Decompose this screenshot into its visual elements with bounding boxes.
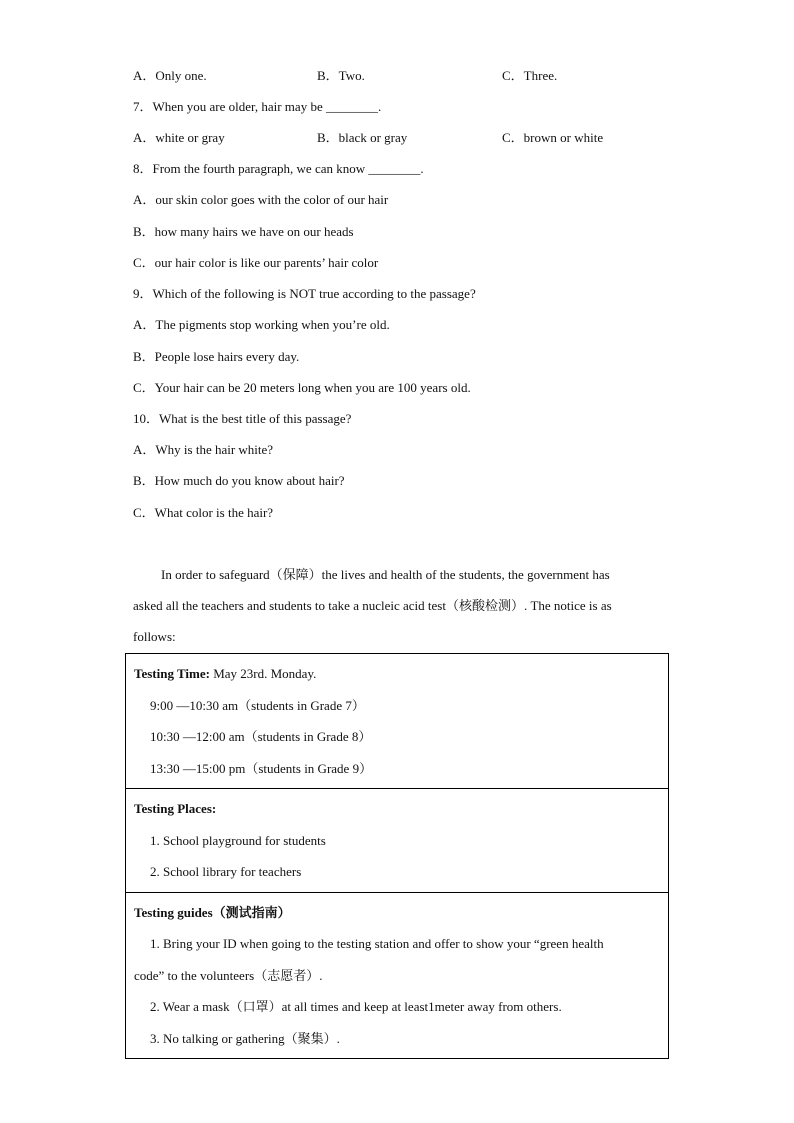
testing-guides-row <box>126 892 669 1059</box>
q6-option-c: C．Three. <box>502 68 558 83</box>
intro-line-2: asked all the teachers and students to take a nucleic acid test（核酸检测）. The notice is as <box>133 598 612 613</box>
testing-guides-cell <box>126 892 669 1059</box>
testing-guides-label: Testing guides（测试指南） <box>134 904 291 920</box>
q8-option-b: B．how many hairs we have on our heads <box>133 224 354 239</box>
testing-places-row <box>126 789 669 893</box>
q9-option-c: C．Your hair can be 20 meters long when you are 100 years old. <box>133 380 471 395</box>
q7-option-a: A．white or gray <box>133 130 225 145</box>
guide-3: 3. No talking or gathering（聚集）. <box>150 1030 340 1046</box>
q6-option-a: A．Only one. <box>133 68 207 83</box>
q8-question: 8．From the fourth paragraph, we can know ________. <box>133 161 424 176</box>
q6-option-b: B．Two. <box>317 68 365 83</box>
intro-line-1: In order to safeguard（保障）the lives and health of the students, the government has <box>161 567 610 582</box>
q8-option-c: C．our hair color is like our parents’ hair color <box>133 255 379 270</box>
place-teachers: 2. School library for teachers <box>150 864 302 879</box>
time-slot-grade-7: 9:00 —10:30 am（students in Grade 7） <box>150 697 365 713</box>
guide-1-line-1: 1. Bring your ID when going to the testing station and offer to show your “green health <box>150 936 604 951</box>
q10-question: 10．What is the best title of this passage? <box>133 411 352 426</box>
time-slot-grade-9: 13:30 —15:00 pm（students in Grade 9） <box>150 760 373 776</box>
q7-option-c: C．brown or white <box>502 130 604 145</box>
q9-option-b: B．People lose hairs every day. <box>133 349 300 364</box>
testing-time-label: Testing Time: <box>134 666 210 681</box>
q7-question: 7．When you are older, hair may be ________. <box>133 99 382 114</box>
notice-table <box>125 653 669 1059</box>
testing-time-value: May 23rd. Monday. <box>209 666 317 681</box>
testing-time-heading <box>134 658 660 690</box>
q10-option-c: C．What color is the hair? <box>133 505 274 520</box>
q10-option-b: B．How much do you know about hair? <box>133 473 345 488</box>
testing-places-cell <box>126 789 669 893</box>
testing-time-cell <box>126 654 669 789</box>
intro-line-3: follows: <box>133 629 176 644</box>
q9-option-a: A．The pigments stop working when you’re old. <box>133 317 390 332</box>
guide-1-line-2: code” to the volunteers（志愿者）. <box>134 967 323 983</box>
testing-time-row <box>126 654 669 789</box>
guide-2: 2. Wear a mask（口罩）at all times and keep at least1meter away from others. <box>150 999 562 1014</box>
q10-option-a: A．Why is the hair white? <box>133 442 274 457</box>
time-slot-grade-8: 10:30 —12:00 am（students in Grade 8） <box>150 729 372 744</box>
q7-option-b: B．black or gray <box>317 130 408 145</box>
testing-places-label: Testing Places: <box>134 801 217 816</box>
q8-option-a: A．our skin color goes with the color of our hair <box>133 192 389 207</box>
q9-question: 9．Which of the following is NOT true according to the passage? <box>133 286 476 301</box>
place-students: 1. School playground for students <box>150 832 326 848</box>
